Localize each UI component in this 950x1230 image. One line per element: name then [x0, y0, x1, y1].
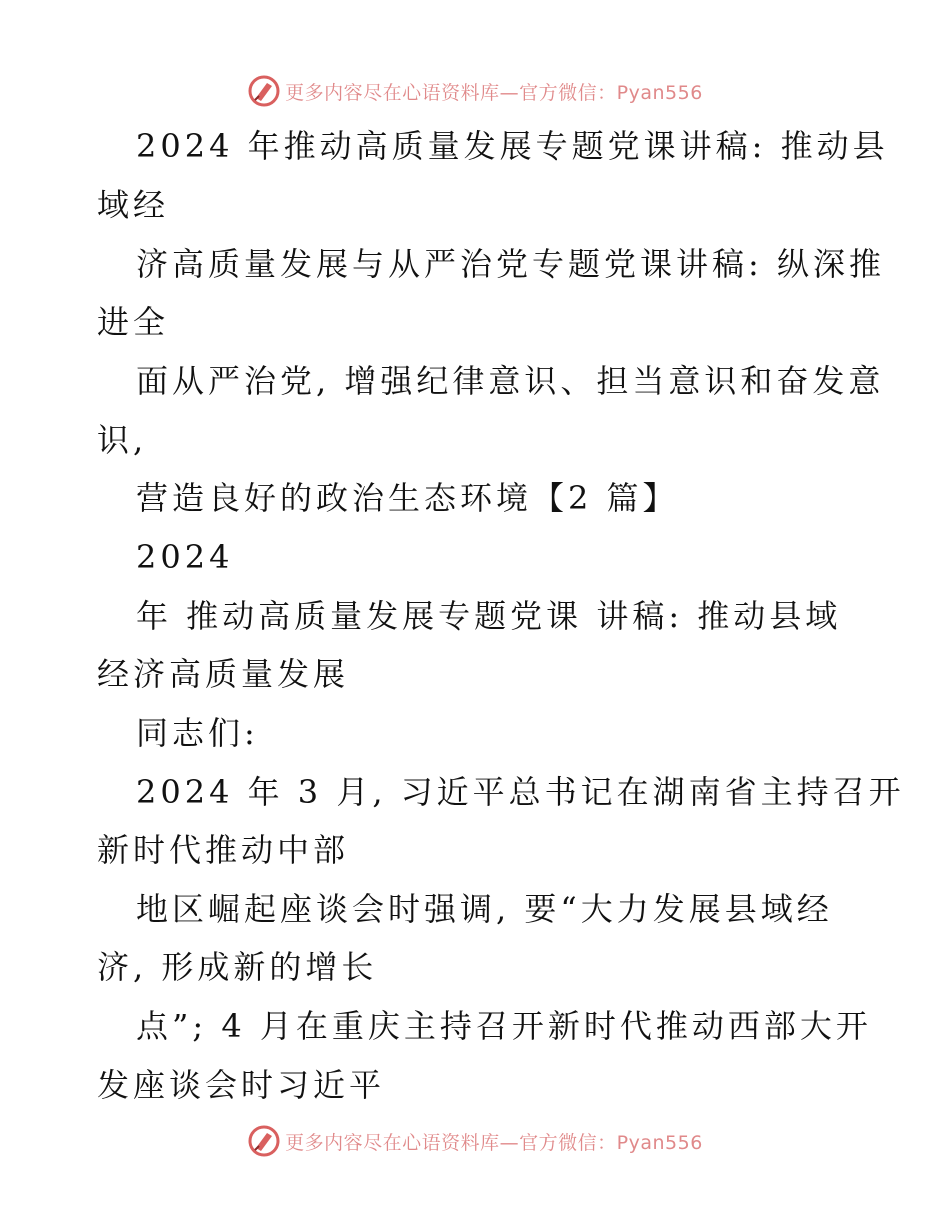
text-line: 点”; 4 月在重庆主持召开新时代推动西部大开: [136, 1007, 872, 1045]
text-line: 2024: [136, 538, 234, 576]
seal-icon: [247, 1124, 281, 1158]
watermark-text: 更多内容尽在心语资料库—官方微信：Pyan556: [285, 81, 703, 104]
text-line: 识,: [97, 421, 148, 459]
text-line: 2024 年 3 月, 习近平总书记在湖南省主持召开: [136, 773, 905, 811]
text-line: 进全: [97, 303, 170, 341]
seal-icon: [247, 74, 281, 108]
text-line: 同志们:: [136, 714, 259, 752]
text-line: 济, 形成新的增长: [97, 948, 378, 986]
watermark-text: 更多内容尽在心语资料库—官方微信：Pyan556: [285, 1131, 703, 1154]
text-line: 年 推动高质量发展专题党课 讲稿: 推动县域: [136, 597, 842, 635]
footer-watermark: [0, 1121, 950, 1161]
text-line: 2024 年推动高质量发展专题党课讲稿: 推动县: [136, 127, 889, 165]
text-line: 域经: [97, 186, 170, 224]
text-line: 面从严治党, 增强纪律意识、担当意识和奋发意: [136, 362, 885, 400]
text-line: 发座谈会时习近平: [97, 1066, 386, 1104]
text-line: 济高质量发展与从严治党专题党课讲稿: 纵深推: [136, 245, 885, 283]
text-line: 新时代推动中部: [97, 831, 350, 869]
text-line: 地区崛起座谈会时强调, 要“大力发展县域经: [136, 890, 833, 928]
text-line: 营造良好的政治生态环境【2 篇】: [136, 479, 679, 517]
header-watermark: [0, 71, 950, 111]
text-line: 经济高质量发展: [97, 655, 350, 693]
